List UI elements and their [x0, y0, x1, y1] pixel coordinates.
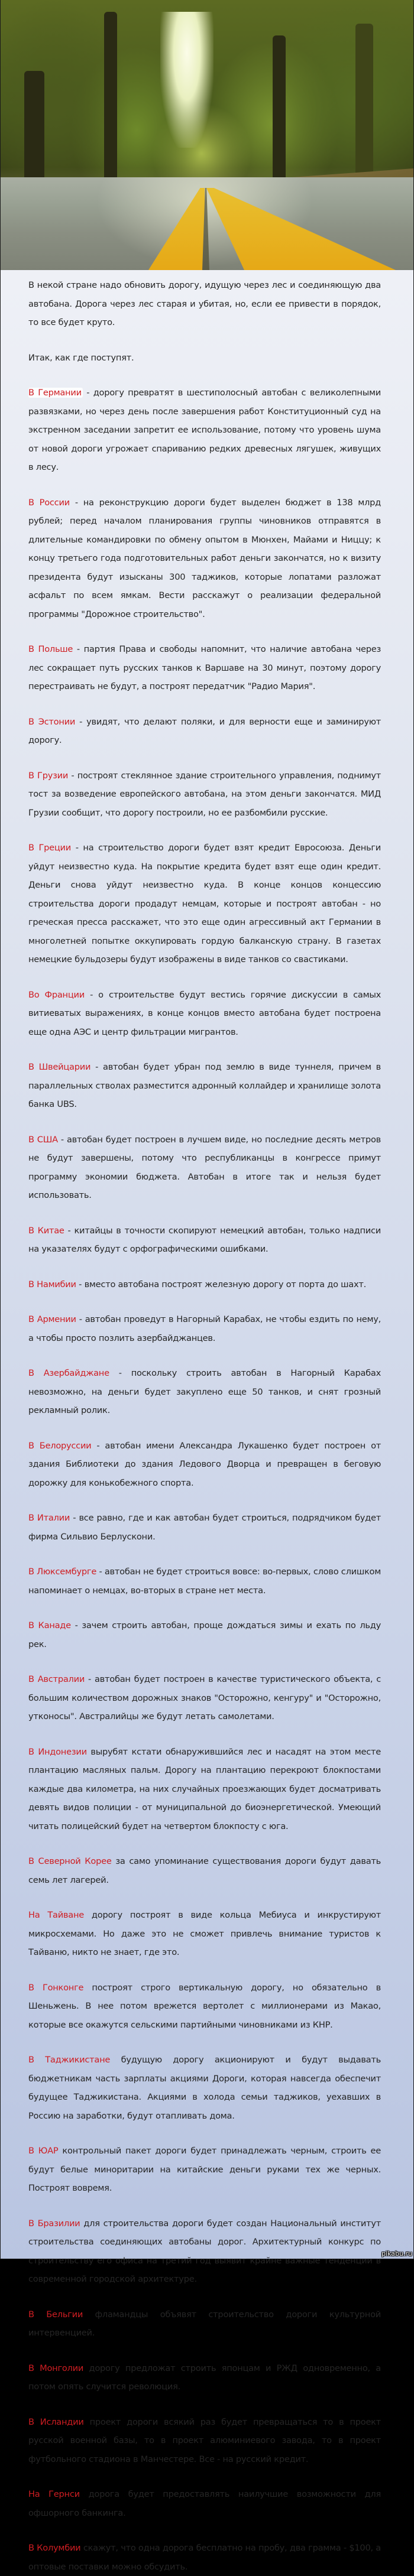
country-entry [28, 493, 381, 624]
country-name: В Исландии [28, 2416, 84, 2427]
country-description: - построят стеклянное здание строительного управления, поднимут тост за возведение европейского автобана, на этом деньги закончатся. МИД Грузии сообщит, что дорогу построили, но ее разбомбили русские. [28, 770, 381, 818]
country-entry [28, 1437, 381, 1493]
country-name: В Австралии [28, 1674, 85, 1684]
country-name: В Швейцарии [28, 1062, 91, 1072]
country-name: В Колумбии [28, 2543, 81, 2553]
country-description: - партия Права и свободы напомнит, что наличие автобана через лес сокращает путь русских танков к Варшаве на 30 минут, поэтому дорогу перестраивать не будут, а построят передатчик "Радио Мария". [28, 644, 381, 691]
country-entry [28, 1222, 381, 1259]
country-description: - автобан проведут в Нагорный Карабах, не чтобы ездить по нему, а чтобы просто позлить азербайджанцев. [28, 1314, 381, 1343]
country-entry [28, 1310, 381, 1347]
country-description: - поскольку строить автобан в Нагорный Карабах невозможно, на деньги будет закуплено еще 50 танков, и снят грозный рекламный ролик. [28, 1368, 381, 1415]
country-name: В Эстонии [28, 716, 76, 727]
country-description: - на реконструкцию дороги будет выделен бюджет в 138 млрд рублей; перед началом планирования группы чиновников отправятся в длительные командировки по обмену опытом в Мюнхен, Майами и Ниццу; к концу третьего года подготовительных работ деньги закончатся, но к визиту президента будут изысканы 300 таджиков, которые лопатами разложат асфальт по всем ямкам. Вести расскажут о реализации федеральной программы "Дорожное строительство". [28, 497, 381, 619]
country-entry [28, 640, 381, 696]
country-description: - дорогу превратят в шестиполосный автобан с великолепными развязками, но через день после завершения работ Конституционный суд на экстренном заседании запретит ее использование, потому что уровень шума от новой дороги угрожает спариванию редких древесных лягушек, живущих в лесу. [28, 388, 381, 472]
tree-trunk [273, 35, 286, 183]
country-entry [28, 2214, 381, 2289]
country-entry [28, 1563, 381, 1600]
tree-trunk [355, 24, 373, 183]
country-name: В Канаде [28, 1620, 71, 1630]
country-description: - автобан будет построен в лучшем виде, но последние десять метров не будут завершены, потому что республиканцы в конгрессе примут программу экономии бюджета. Автобан в итоге так и нельзя будет использовать. [28, 1134, 381, 1200]
country-entry [28, 1670, 381, 1726]
country-name: В Греции [28, 843, 71, 853]
country-entry [28, 1979, 381, 2035]
country-name: В Польше [28, 644, 73, 654]
country-name: В Люксембурге [28, 1567, 97, 1577]
country-description: будущую дорогу акционируют и будут выдавать бюджетникам часть зарплаты акциями Дороги, которая навсегда обеспечит будущее Таджикистана. Акциями в холода семьи таджиков, уехавших в Россию на заработки, будут отапливать дома. [28, 2055, 381, 2121]
country-name: В Северной Корее [28, 1856, 112, 1866]
country-entry [28, 1852, 381, 1889]
country-description: - автобан будет убран под землю в виде туннеля, причем в параллельных стволах разместится адронный коллайдер и хранилище золота банка UBS. [28, 1062, 381, 1109]
country-entry [28, 2359, 381, 2396]
country-entry [28, 713, 381, 750]
hero-road-photo [1, 0, 413, 270]
tree-trunk [104, 12, 117, 183]
country-description: - автобан будет построен в качестве туристического объекта, с большим количеством дорожных знаков "Осторожно, кенгуру" и "Осторожно, утконосы". Австралийцы же будут летать самолетами. [28, 1674, 381, 1721]
country-description: построят строго вертикальную дорогу, но обязательно в Шеньжень. В нее потом врежется вертолет с миллионерами из Макао, которые все окажутся сельскими партийными чиновниками из КНР. [28, 1982, 381, 2030]
country-entry [28, 2539, 381, 2576]
country-entries [28, 384, 381, 2576]
country-description: вырубят кстати обнаружившийся лес и насадят на этом месте плантацию масляных пальм. Дорогу на плантацию перекроют блокпостами каждые два километра, на них случайных проезжающих будет досматривать девять видов полиции - от муниципальной до биоэнергетической. Умеющий читать полицейский будет на четвертом блокпосту с юга. [28, 1746, 381, 1831]
sky-light [160, 12, 214, 148]
country-entry [28, 1906, 381, 1962]
country-name: В Италии [28, 1513, 70, 1523]
country-name: Во Франции [28, 989, 85, 1000]
country-description: проект дороги всякий раз будет превращаться то в проект русской военной базы, то в проект алюминиевого завода, то в проект футбольного стадиона в Манчестере. Все - на русский кредит. [28, 2416, 381, 2464]
country-entry [28, 1275, 381, 1294]
country-description: - автобан не будет строиться вовсе: во-первых, слово слишком напоминает о немцах, во-вторых в стране нет места. [28, 1567, 381, 1596]
country-name: В Белоруссии [28, 1440, 92, 1451]
country-name: В ЮАР [28, 2146, 59, 2156]
country-description: - зачем строить автобан, проще дождаться зимы и ехать по льду рек. [28, 1620, 381, 1649]
article-body [1, 270, 413, 2576]
country-entry [28, 2485, 381, 2522]
country-description: - на строительство дороги будет взят кредит Евросоюза. Деньги уйдут неизвестно куда. На покрытие кредита будет взят еще один кредит. Деньги снова уйдут неизвестно куда. В конце концов концессию строительства дороги продадут немцам, которые и построят автобан - но греческая пресса расскажет, что это еще один агрессивный акт Германии в многолетней попытке оккупировать гордую балканскую страну. В газетах немецкие бульдозеры будут изображены в виде танков со свастиками. [28, 843, 381, 964]
country-name: В Китае [28, 1225, 64, 1236]
country-description: - о строительстве будут вестись горячие дискуссии в самых витиеватых выражениях, в конце концов вместо автобана будет построена еще одна АЭС и центр фильтрации мигрантов. [28, 989, 381, 1037]
country-entry [28, 766, 381, 823]
country-name: На Тайване [28, 1910, 84, 1920]
country-name: В Монголии [28, 2363, 84, 2373]
country-description: - китайцы в точности скопируют немецкий автобан, только надписи на указателях будут с орфографическими ошибками. [28, 1225, 381, 1254]
pikabu-watermark: pikabu.ru [381, 2250, 412, 2257]
intro-paragraph: В некой стране надо обновить дорогу, идущую через лес и соединяющую два автобана. Дорога через лес старая и убитая, но, если ее привести в порядок, то все будет круто. [28, 280, 381, 327]
country-description: для строительства дороги будет создан Национальный институт строительства соединяющих автобаны дорог. Архитектурный конкурс по строительству его офиса на третий год выявит крайне важные тенденции в современной городской архитектуре. [28, 2218, 381, 2284]
country-description: дорогу построят в виде кольца Мебиуса и инкрустируют микросхемами. Но даже это не сможет привлечь внимание туристов к Тайваню, никто не знает, где это. [28, 1910, 381, 1957]
lead-paragraph: Итак, как где поступят. [28, 352, 134, 363]
country-entry [28, 2142, 381, 2198]
country-entry [28, 1364, 381, 1420]
country-name: В Гонконге [28, 1982, 84, 1993]
country-description: дорогу предложат строить японцам и РЖД одновременно, а потом опять случится революция. [28, 2363, 381, 2392]
country-entry [28, 1616, 381, 1654]
country-name: На Гернси [28, 2489, 80, 2499]
country-description: контрольный пакет дороги будет принадлежать черным, строить ее будут белые миноритарии на китайские деньги руками тех же черных. Построят вовремя. [28, 2146, 381, 2193]
country-name: В США [28, 1134, 58, 1145]
country-entry [28, 986, 381, 1042]
country-description: скажут, что одна дорога бесплатно на пробу, два грамма - $100, а оптовые поставки можно обсудить. [28, 2543, 381, 2572]
country-name: В Германии [28, 388, 82, 398]
country-description: фламандцы объявят строительство дороги культурной интервенцией. [28, 2309, 381, 2338]
country-description: - все равно, где и как автобан будет строиться, подрядчиком будет фирма Сильвио Берлускони. [28, 1513, 381, 1542]
country-entry [28, 1743, 381, 1836]
country-description: - увидят, что делают поляки, и для верности еще и заминируют дорогу. [28, 716, 381, 745]
country-entry [28, 1509, 381, 1546]
country-description: - автобан имени Александра Лукашенко будет построен от здания Библиотеки до здания Ледового Дворца и превращен в беговую дорожку для конькобежного спорта. [28, 1440, 381, 1488]
country-entry [28, 2305, 381, 2343]
country-name: В Индонезии [28, 1746, 87, 1757]
country-entry [28, 2051, 381, 2125]
country-name: В Бельгии [28, 2309, 83, 2320]
country-name: В Армении [28, 1314, 76, 1324]
country-description: за само упоминание существования дороги будут давать семь лет лагерей. [28, 1856, 381, 1885]
country-name: В Бразилии [28, 2218, 80, 2229]
country-description: дорога будет предоставлять наилучшие возможности для офшорного банкинга. [28, 2489, 381, 2518]
country-name: В Азербайджане [28, 1368, 109, 1378]
country-entry [28, 1131, 381, 1205]
country-entry [28, 2413, 381, 2469]
tree-trunk [24, 71, 44, 189]
country-entry [28, 839, 381, 969]
country-name: В Грузии [28, 770, 69, 781]
country-name: В Таджикистане [28, 2055, 111, 2065]
country-description: - вместо автобана построят железную дорогу от порта до шахт. [76, 1279, 366, 1289]
country-entry [28, 1058, 381, 1114]
country-entry [28, 384, 381, 477]
country-name: В России [28, 497, 70, 508]
country-name: В Намибии [28, 1279, 76, 1289]
